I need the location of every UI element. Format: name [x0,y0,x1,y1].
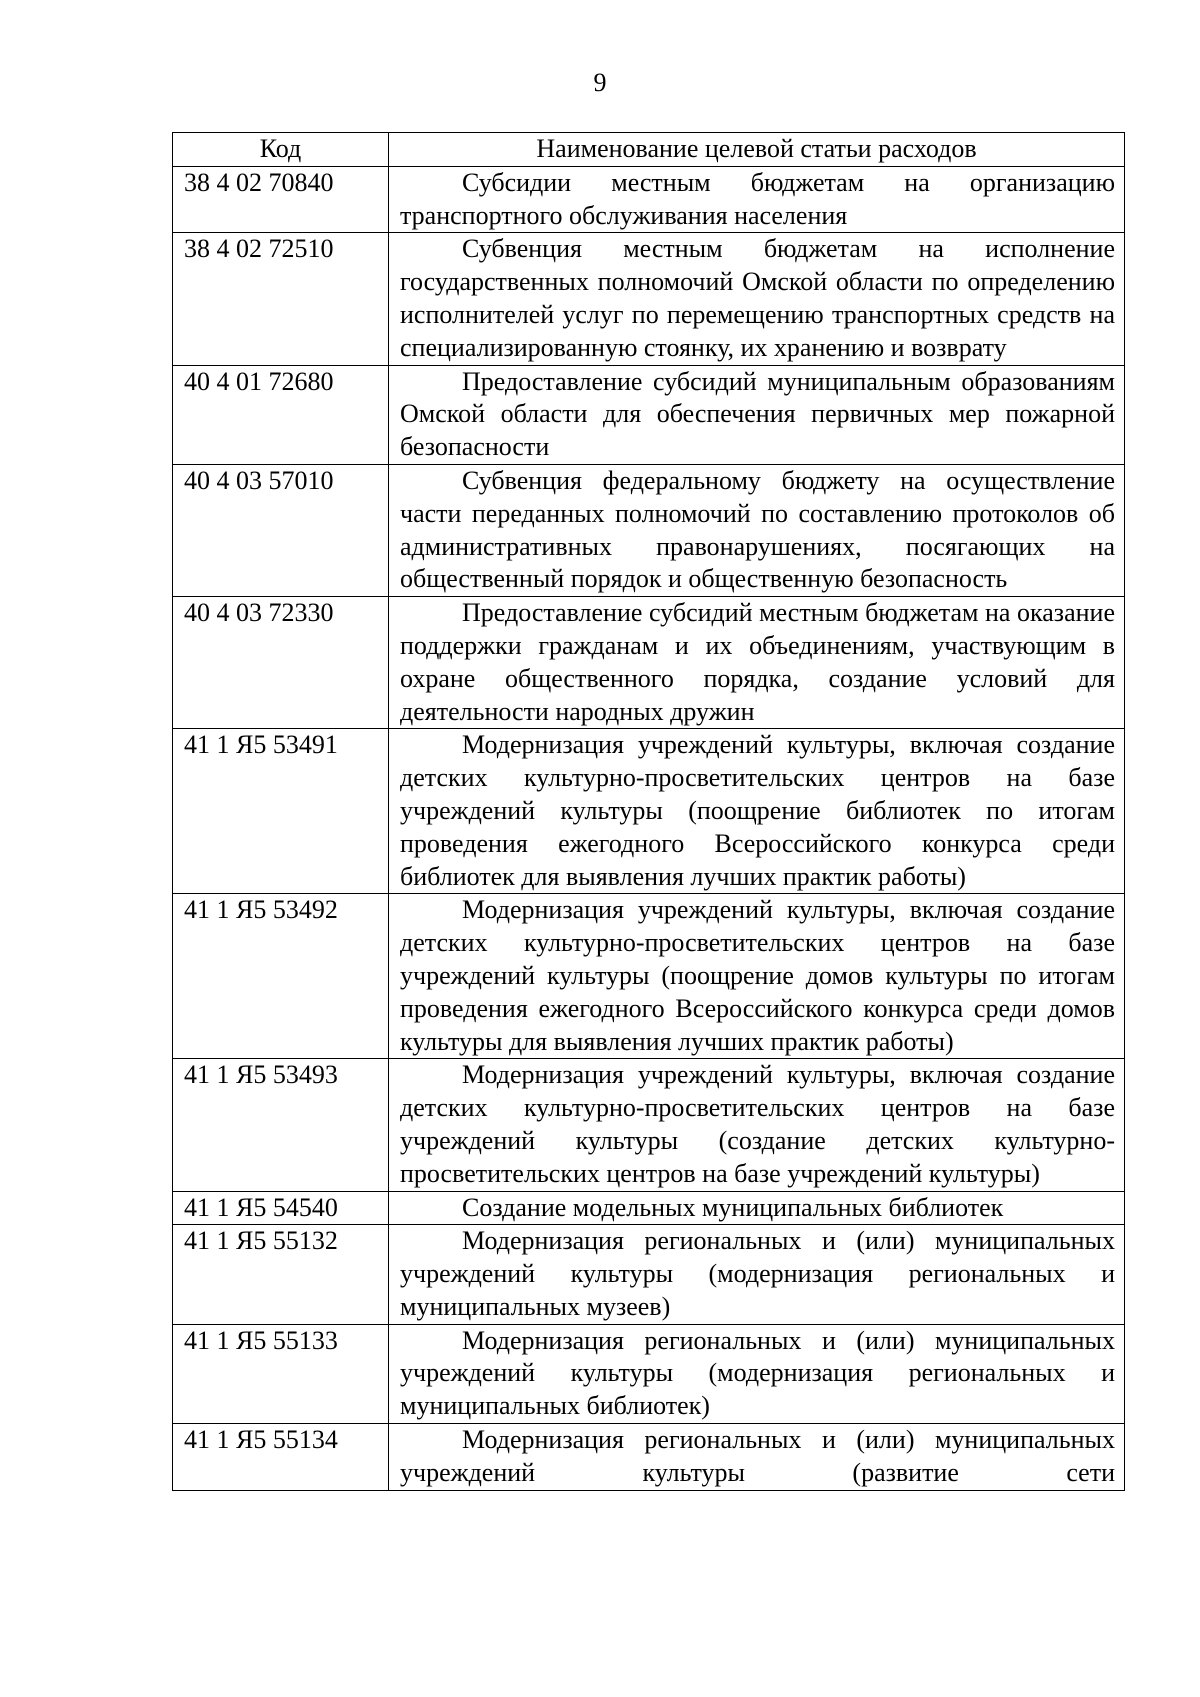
row-code: 41 1 Я5 54540 [173,1191,389,1225]
row-code: 40 4 03 57010 [173,464,389,596]
table-row [173,597,1125,729]
table-header-row [173,133,1125,167]
table-row [173,233,1125,365]
row-code: 41 1 Я5 53492 [173,894,389,1059]
row-name: Модернизация региональных и (или) муниципальных учреждений культуры (модернизация региональных и муниципальных библиотек) [389,1324,1125,1423]
table-row [173,166,1125,233]
row-name: Предоставление субсидий местным бюджетам на оказание поддержки гражданам и их объединениям, участвующим в охране общественного порядка, создание условий для деятельности народных дружин [389,597,1125,729]
column-header-name: Наименование целевой статьи расходов [389,133,1125,167]
row-code: 40 4 01 72680 [173,365,389,464]
target-expense-items-table [172,132,1125,1491]
row-name: Модернизация региональных и (или) муниципальных учреждений культуры (модернизация региональных и муниципальных музеев) [389,1225,1125,1324]
row-name: Модернизация учреждений культуры, включая создание детских культурно-просветительских центров на базе учреждений культуры (поощрение библиотек по итогам проведения ежегодного Всероссийского конкурса среди библиотек для выявления лучших практик работы) [389,729,1125,894]
row-code: 41 1 Я5 53491 [173,729,389,894]
row-code: 41 1 Я5 55133 [173,1324,389,1423]
row-code: 41 1 Я5 55134 [173,1424,389,1491]
table-row [173,1191,1125,1225]
row-code: 38 4 02 72510 [173,233,389,365]
table-row [173,729,1125,894]
row-name: Субсидии местным бюджетам на организацию транспортного обслуживания населения [389,166,1125,233]
row-name: Модернизация учреждений культуры, включая создание детских культурно-просветительских центров на базе учреждений культуры (создание детских культурно-просветительских центров на базе учреждений культуры) [389,1059,1125,1191]
table-row [173,1059,1125,1191]
row-code: 41 1 Я5 53493 [173,1059,389,1191]
row-code: 38 4 02 70840 [173,166,389,233]
row-code: 41 1 Я5 55132 [173,1225,389,1324]
table-row [173,1324,1125,1423]
row-code: 40 4 03 72330 [173,597,389,729]
table-row [173,464,1125,596]
row-name: Модернизация учреждений культуры, включая создание детских культурно-просветительских центров на базе учреждений культуры (поощрение домов культуры по итогам проведения ежегодного Всероссийского конкурса среди домов культуры для выявления лучших практик работы) [389,894,1125,1059]
table-row [173,1424,1125,1491]
table-row [173,894,1125,1059]
table-row [173,1225,1125,1324]
row-name: Субвенция местным бюджетам на исполнение государственных полномочий Омской области по определению исполнителей услуг по перемещению транспортных средств на специализированную стоянку, их хранению и возврату [389,233,1125,365]
row-name: Создание модельных муниципальных библиотек [389,1191,1125,1225]
row-name: Субвенция федеральному бюджету на осуществление части переданных полномочий по составлению протоколов об административных правонарушениях, посягающих на общественный порядок и общественную безопасность [389,464,1125,596]
row-name: Модернизация региональных и (или) муниципальных учреждений культуры (развитие сети [389,1424,1125,1491]
column-header-code: Код [173,133,389,167]
table-row [173,365,1125,464]
page-number: 9 [593,68,607,97]
row-name: Предоставление субсидий муниципальным образованиям Омской области для обеспечения первичных мер пожарной безопасности [389,365,1125,464]
